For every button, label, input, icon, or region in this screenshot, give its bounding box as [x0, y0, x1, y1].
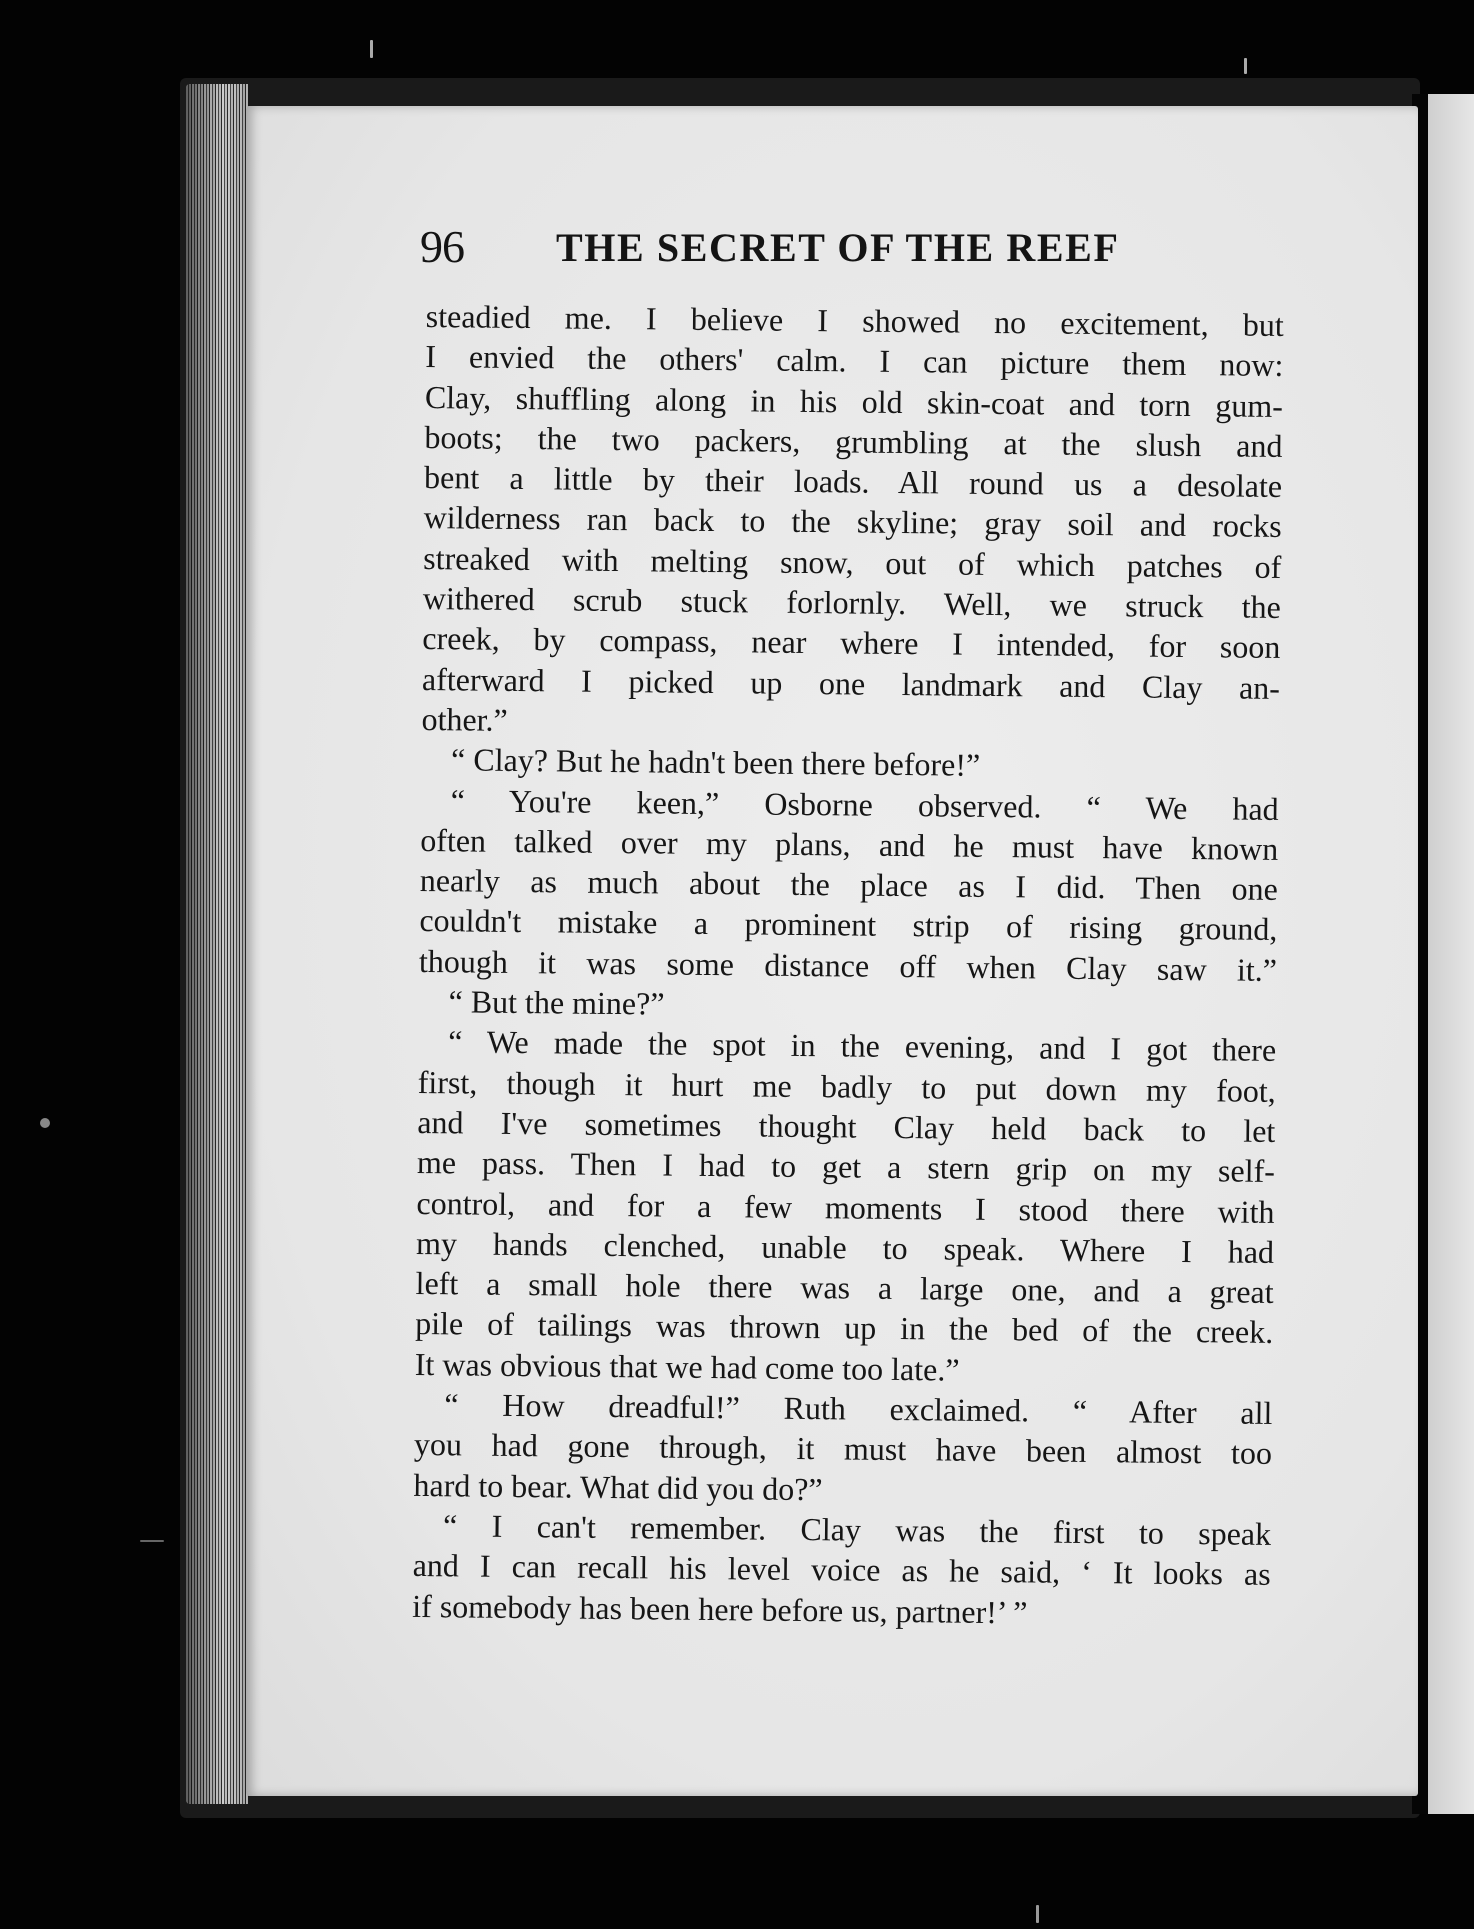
- text-line: bent a little by their loads. All round us a desolate: [423, 459, 1283, 505]
- text-line: control, and for a few moments I stood there with: [416, 1184, 1275, 1230]
- text-line: wilderness ran back to the skyline; gray soil and rocks: [423, 499, 1282, 545]
- scan-speck: [1036, 1905, 1039, 1923]
- text-line: though it was some distance off when Clay saw it.”: [418, 942, 1278, 988]
- text-line: creek, by compass, near where I intended, for soon: [422, 620, 1281, 666]
- text-line: and I can recall his level voice as he said, ‘ It looks as: [412, 1547, 1271, 1593]
- text-line: streaked with melting snow, out of which patches of: [423, 539, 1282, 585]
- running-header: [420, 220, 1160, 280]
- facing-page-sliver: [1428, 94, 1474, 1814]
- body-text: [412, 296, 1284, 1635]
- text-line: pile of tailings was thrown up in the bed of the creek.: [415, 1305, 1274, 1351]
- text-line: boots; the two packers, grumbling at the slush and: [424, 418, 1283, 464]
- scan-speck: [1244, 58, 1247, 74]
- scan-speck: [370, 40, 373, 58]
- page-number: 96: [420, 221, 464, 272]
- text-line: “ We made the spot in the evening, and I got there: [448, 1023, 1277, 1069]
- text-line: me pass. Then I had to get a stern grip on my self-: [416, 1144, 1276, 1190]
- text-line: my hands clenched, unable to speak. Where I had: [415, 1224, 1275, 1270]
- text-line: “ Clay? But he hadn't been there before!”: [450, 741, 981, 784]
- text-line: I envied the others' calm. I can picture them now:: [425, 338, 1284, 384]
- text-line: steadied me. I believe I showed no excitement, but: [425, 297, 1284, 343]
- text-line: left a small hole there was a large one, and a great: [415, 1265, 1274, 1311]
- text-line: afterward I picked up one landmark and Clay an-: [421, 660, 1281, 706]
- text-line: first, though it hurt me badly to put down my foot,: [417, 1063, 1276, 1109]
- text-line: you had gone through, it must have been almost too: [413, 1426, 1273, 1472]
- text-line: “ I can't remember. Clay was the first to speak: [442, 1507, 1272, 1552]
- scan-speck: [140, 1540, 164, 1542]
- text-line: hard to bear. What did you do?”: [413, 1466, 823, 1507]
- text-line: if somebody has been here before us, partner!’ ”: [412, 1587, 1028, 1630]
- running-title: THE SECRET OF THE REEF: [556, 225, 1120, 270]
- text-line: “ You're keen,” Osborne observed. “ We had: [450, 781, 1279, 827]
- text-line: Clay, shuffling along in his old skin-coat and torn gum-: [424, 378, 1284, 424]
- scan-speck: [40, 1118, 50, 1128]
- text-line: “ But the mine?”: [448, 983, 665, 1022]
- text-line: often talked over my plans, and he must have known: [420, 821, 1279, 867]
- text-line: nearly as much about the place as I did. Then one: [419, 862, 1279, 908]
- text-line: It was obvious that we had come too late.”: [414, 1345, 960, 1388]
- text-line: other.”: [421, 700, 508, 738]
- text-line: withered scrub stuck forlornly. Well, we struck the: [422, 580, 1281, 626]
- text-line: and I've sometimes thought Clay held back to let: [417, 1103, 1276, 1149]
- text-line: couldn't mistake a prominent strip of rising ground,: [419, 902, 1278, 948]
- page-edges-shadow: [186, 84, 248, 1804]
- text-line: “ How dreadful!” Ruth exclaimed. “ After all: [444, 1386, 1273, 1431]
